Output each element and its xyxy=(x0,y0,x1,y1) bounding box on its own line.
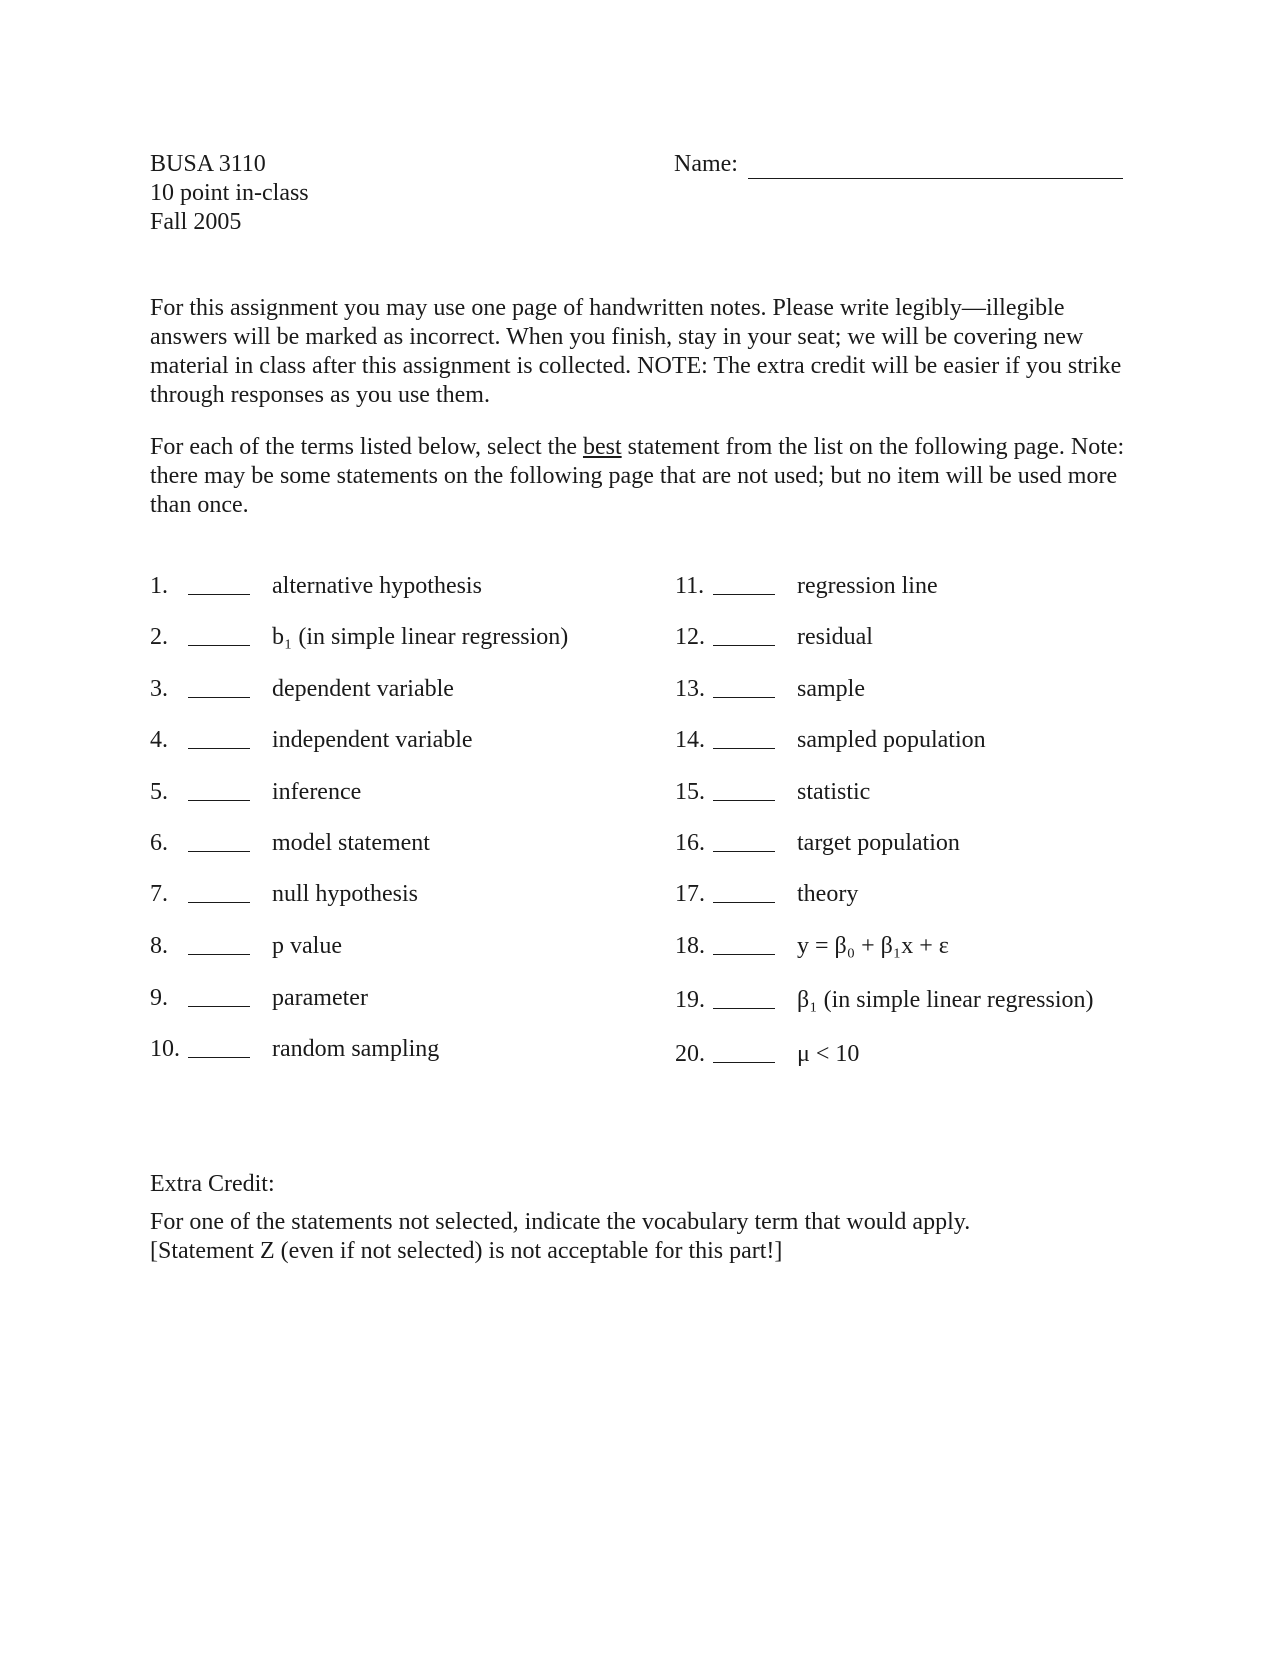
item-number: 4. xyxy=(150,727,168,753)
item-number: 13. xyxy=(675,676,705,702)
instructions-text-after: statement from the list on the following page. Note: there may be some statements on the following page that are not used; but no item will be used more than once. xyxy=(150,434,1125,518)
item-term: random sampling xyxy=(272,1036,440,1062)
extra-credit-heading: Extra Credit: xyxy=(150,1171,275,1197)
answer-blank[interactable] xyxy=(188,829,250,852)
item-number: 3. xyxy=(150,676,168,702)
item-number: 11. xyxy=(675,573,705,599)
answer-blank[interactable] xyxy=(713,572,775,595)
item-number: 10. xyxy=(150,1036,180,1062)
instructions-emphasis: best xyxy=(582,434,622,460)
answer-blank[interactable] xyxy=(713,726,775,749)
item-term: b₁ (in simple linear regression) xyxy=(272,624,569,650)
item-number: 7. xyxy=(150,881,168,907)
name-label: Name: xyxy=(674,151,738,177)
answer-blank[interactable] xyxy=(188,1035,250,1058)
answer-blank[interactable] xyxy=(713,623,775,646)
answer-blank[interactable] xyxy=(188,984,250,1007)
item-term: β₁ (in simple linear regression) xyxy=(797,987,1094,1013)
assignment-type: 10 point in-class xyxy=(150,180,309,206)
item-term: null hypothesis xyxy=(272,881,419,907)
answer-blank[interactable] xyxy=(713,778,775,801)
item-number: 12. xyxy=(675,624,705,650)
answer-blank[interactable] xyxy=(188,726,250,749)
answer-blank[interactable] xyxy=(188,778,250,801)
item-number: 18. xyxy=(675,933,705,959)
answer-blank[interactable] xyxy=(713,986,775,1009)
answer-blank[interactable] xyxy=(188,880,250,903)
item-number: 20. xyxy=(675,1041,705,1067)
extra-credit-line-2: [Statement Z (even if not selected) is not acceptable for this part!] xyxy=(150,1238,783,1264)
item-number: 17. xyxy=(675,881,705,907)
course-code: BUSA 3110 xyxy=(150,151,266,177)
answer-blank[interactable] xyxy=(188,572,250,595)
item-term: parameter xyxy=(272,985,368,1011)
item-number: 14. xyxy=(675,727,705,753)
answer-blank[interactable] xyxy=(713,880,775,903)
answer-blank[interactable] xyxy=(188,623,250,646)
item-term: μ < 10 xyxy=(797,1041,860,1067)
answer-blank[interactable] xyxy=(713,675,775,698)
answer-blank[interactable] xyxy=(713,829,775,852)
course-info xyxy=(150,150,309,237)
item-term: residual xyxy=(797,624,873,650)
item-number: 8. xyxy=(150,933,168,959)
item-term: dependent variable xyxy=(272,676,454,702)
instructions-paragraph-2 xyxy=(150,433,1130,520)
answer-blank[interactable] xyxy=(713,932,775,955)
item-number: 2. xyxy=(150,624,168,650)
extra-credit-instructions xyxy=(150,1208,1130,1266)
item-term: statistic xyxy=(797,779,871,805)
answer-blank[interactable] xyxy=(188,932,250,955)
instructions-text-before: For each of the terms listed below, select the xyxy=(150,434,583,460)
item-term: sample xyxy=(797,676,865,702)
item-term: sampled population xyxy=(797,727,986,753)
item-number: 9. xyxy=(150,985,168,1011)
name-field xyxy=(674,150,1123,179)
item-term: model statement xyxy=(272,830,430,856)
item-term: theory xyxy=(797,881,859,907)
semester: Fall 2005 xyxy=(150,209,242,235)
item-number: 15. xyxy=(675,779,705,805)
item-number: 1. xyxy=(150,573,168,599)
item-number: 16. xyxy=(675,830,705,856)
item-term: independent variable xyxy=(272,727,473,753)
item-term: regression line xyxy=(797,573,938,599)
item-term: p value xyxy=(272,933,342,959)
instructions-paragraph-1: For this assignment you may use one page of handwritten notes. Please write legibly—illegible answers will be marked as incorrect. When you finish, stay in your seat; we will be covering new material in class after this assignment is collected. NOTE: The extra credit will be easier if you strike through responses as you use them. xyxy=(150,295,1122,408)
extra-credit-line-1: For one of the statements not selected, indicate the vocabulary term that would apply. xyxy=(150,1209,971,1235)
answer-blank[interactable] xyxy=(188,675,250,698)
item-term: target population xyxy=(797,830,960,856)
item-term: inference xyxy=(272,779,362,805)
item-term: alternative hypothesis xyxy=(272,573,482,599)
answer-blank[interactable] xyxy=(713,1040,775,1063)
name-blank[interactable] xyxy=(748,156,1123,179)
item-number: 5. xyxy=(150,779,168,805)
item-number: 6. xyxy=(150,830,168,856)
item-number: 19. xyxy=(675,987,705,1013)
item-term: y = β₀ + β₁x + ε xyxy=(797,933,949,959)
